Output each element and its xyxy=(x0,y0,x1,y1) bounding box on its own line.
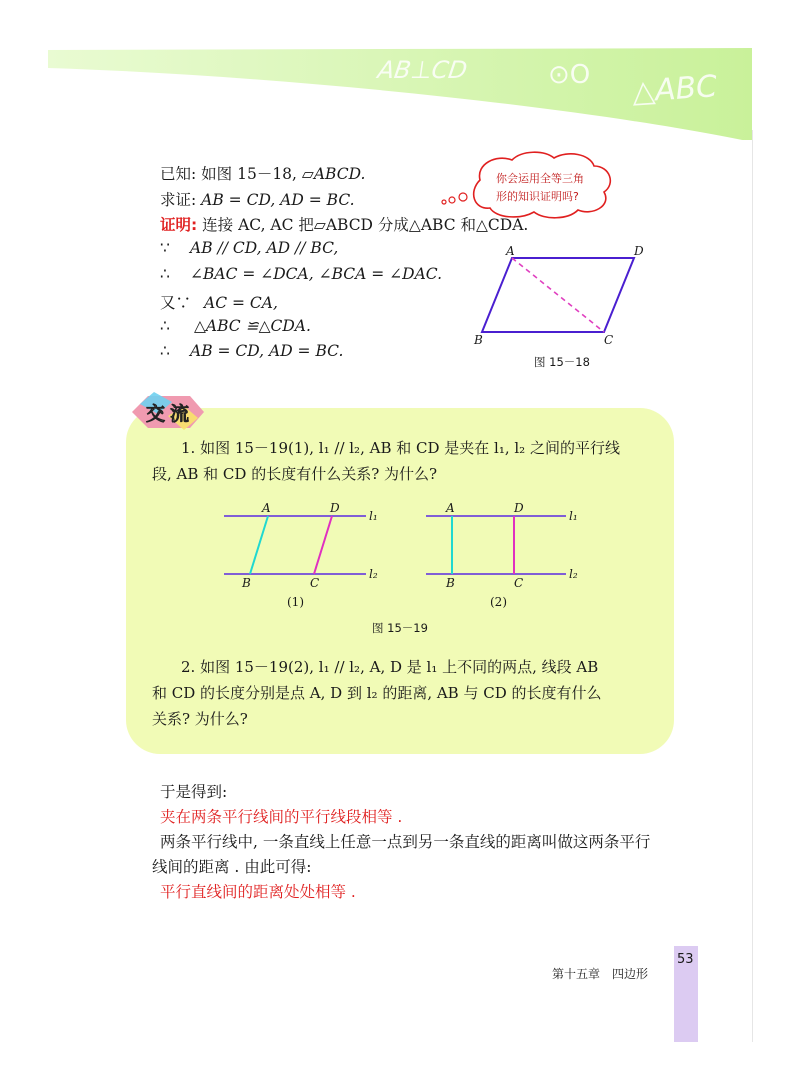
fig19-right-label-l1: l₁ xyxy=(569,509,578,523)
header-deco-perpendicular: AB⊥CD xyxy=(376,56,469,84)
figure-15-18 xyxy=(470,240,660,350)
also-because-symbol: 又∵ xyxy=(160,294,192,312)
fig19-left-label-D: D xyxy=(330,501,340,515)
parallelogram-figure xyxy=(470,240,660,350)
prove-label: 求证: xyxy=(160,191,197,209)
fig19-left-label-A: A xyxy=(262,501,271,515)
figure-15-19-caption: 图 15－19 xyxy=(372,621,428,635)
question-2-line-1: 2. 如图 15－19(2), l₁ // l₂, A, D 是 l₁ 上不同的两点, 线段 AB xyxy=(181,658,599,676)
because-symbol: ∵ xyxy=(160,239,170,257)
fig19-right-label-C: C xyxy=(514,576,524,590)
chapter-title: 第十五章 四边形 xyxy=(552,967,649,981)
fig18-label-B: B xyxy=(474,333,483,347)
proof-label: 证明: xyxy=(160,216,198,234)
therefore-symbol: ∴ xyxy=(160,265,170,283)
fig18-label-C: C xyxy=(604,333,614,347)
step-1-text: AB // CD, AD // BC, xyxy=(190,239,339,257)
exchange-badge-shape xyxy=(128,392,208,432)
exchange-title-char-1: 交 xyxy=(146,403,166,425)
step-4-text: △ABC ≌△CDA. xyxy=(194,317,311,335)
proof-line xyxy=(160,213,528,235)
prove-line xyxy=(160,188,355,210)
theorem-1: 夹在两条平行线间的平行线段相等 . xyxy=(160,808,403,826)
fig19-left-label-C: C xyxy=(310,576,320,590)
distance-definition-line-1: 两条平行线中, 一条直线上任意一点到另一条直线的距离叫做这两条平行 xyxy=(160,833,651,851)
fig19-right-label-l2: l₂ xyxy=(569,567,578,581)
page-number: 53 xyxy=(677,952,694,967)
fig18-label-A: A xyxy=(506,244,515,258)
step-5-text: AB = CD, AD = BC. xyxy=(190,342,344,360)
header-deco-circle: ⊙O xyxy=(548,60,591,90)
distance-definition-line-2: 线间的距离 . 由此可得: xyxy=(152,858,312,876)
fig19-left-sublabel: (1) xyxy=(287,595,304,609)
fig18-label-D: D xyxy=(634,244,644,258)
fig19-left-label-l1: l₁ xyxy=(369,509,378,523)
prove-text: AB = CD, AD = BC. xyxy=(201,191,355,209)
given-object: ▱ABCD. xyxy=(301,165,366,183)
exchange-title-char-2: 流 xyxy=(170,403,190,425)
proof-step-5 xyxy=(160,342,343,360)
therefore-symbol: ∴ xyxy=(160,342,170,360)
figure-15-18-caption: 图 15－18 xyxy=(534,355,590,369)
proof-text: 连接 AC, AC 把▱ABCD 分成△ABC 和△CDA. xyxy=(202,216,529,234)
fig19-right-sublabel: (2) xyxy=(490,595,507,609)
fig19-left-label-l2: l₂ xyxy=(369,567,378,581)
question-1-line-1: 1. 如图 15－19(1), l₁ // l₂, AB 和 CD 是夹在 l₁, l₂ 之间的平行线 xyxy=(181,439,620,457)
conclusion-intro: 于是得到: xyxy=(160,783,228,801)
exchange-title-badge xyxy=(128,392,208,432)
given-ref: 如图 15－18, xyxy=(201,165,297,183)
bubble-text-line1: 你会运用全等三角 xyxy=(496,172,584,185)
proof-step-4 xyxy=(160,317,311,335)
question-2-line-3: 关系? 为什么? xyxy=(152,710,248,728)
given-label: 已知: xyxy=(160,165,197,183)
page-edge-line xyxy=(752,130,753,1042)
question-2-line-2: 和 CD 的长度分别是点 A, D 到 l₂ 的距离, AB 与 CD 的长度有什么 xyxy=(152,684,602,702)
proof-step-3 xyxy=(160,291,278,313)
therefore-symbol: ∴ xyxy=(160,317,170,335)
fig19-right-label-D: D xyxy=(514,501,524,515)
bubble-text-line2: 形的知识证明吗? xyxy=(496,190,579,203)
proof-step-2 xyxy=(160,265,442,283)
theorem-2: 平行直线间的距离处处相等 . xyxy=(160,883,356,901)
header-deco-triangle: △ABC xyxy=(630,69,719,110)
fig19-right-label-B: B xyxy=(446,576,455,590)
question-1-line-2: 段, AB 和 CD 的长度有什么关系? 为什么? xyxy=(152,465,438,483)
proof-step-1 xyxy=(160,239,338,257)
step-2-text: ∠BAC = ∠DCA, ∠BCA = ∠DAC. xyxy=(190,265,442,283)
fig19-right-label-A: A xyxy=(446,501,455,515)
fig19-left-label-B: B xyxy=(242,576,251,590)
given-line xyxy=(160,162,365,184)
step-3-text: AC = CA, xyxy=(204,294,278,312)
